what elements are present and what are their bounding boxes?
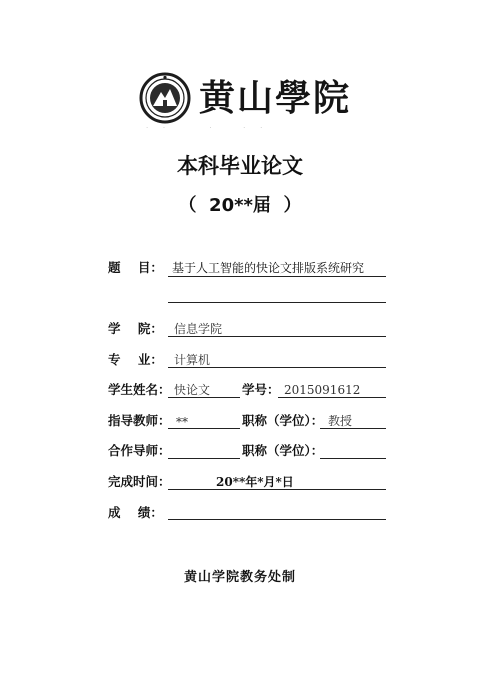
student-name-label: 学生姓名： <box>108 382 171 397</box>
completion-underline <box>168 489 386 490</box>
completion-value: 20**年*月*日 <box>216 475 294 489</box>
advisor-title-label: 职称（学位）： <box>242 413 324 428</box>
thesis-title: 本科毕业论文 <box>177 154 303 178</box>
co-advisor-title-underline <box>320 458 386 459</box>
graduation-year: （ 20**届 ） <box>178 195 302 216</box>
completion-label: 完成时间： <box>108 474 171 489</box>
topic-underline-2 <box>168 302 386 303</box>
issuing-department: 黄山学院教务处制 <box>183 570 296 585</box>
college-underline <box>168 336 386 337</box>
grade-underline <box>168 519 386 520</box>
student-id-label: 学号： <box>242 382 280 397</box>
topic-underline <box>168 276 386 277</box>
university-emblem-icon <box>139 72 191 124</box>
major-underline <box>168 367 386 368</box>
topic-label: 题 目： <box>108 260 163 275</box>
advisor-underline <box>168 428 240 429</box>
student-id-underline <box>278 397 386 398</box>
advisor-label: 指导教师： <box>108 413 171 428</box>
student-name-value: 快论文 <box>174 383 211 397</box>
topic-value: 基于人工智能的快论文排版系统研究 <box>172 261 365 275</box>
co-advisor-underline <box>168 458 240 459</box>
advisor-value: ** <box>176 415 188 429</box>
major-label: 专 业： <box>108 352 163 367</box>
advisor-title-value: 教授 <box>328 414 353 428</box>
college-value: 信息学院 <box>174 322 223 336</box>
grade-label: 成 绩： <box>108 505 163 520</box>
logo-subtext-decoration: · · · · · <box>146 124 265 132</box>
student-name-underline <box>168 397 240 398</box>
advisor-title-underline <box>320 428 386 429</box>
college-label: 学 院： <box>108 321 163 336</box>
university-logo <box>139 72 352 124</box>
major-value: 计算机 <box>174 353 211 367</box>
university-name: 黄山學院 <box>199 77 352 119</box>
co-advisor-label: 合作导师： <box>108 443 171 458</box>
co-advisor-title-label: 职称（学位）： <box>242 443 324 458</box>
student-id-value: 2015091612 <box>284 383 361 397</box>
